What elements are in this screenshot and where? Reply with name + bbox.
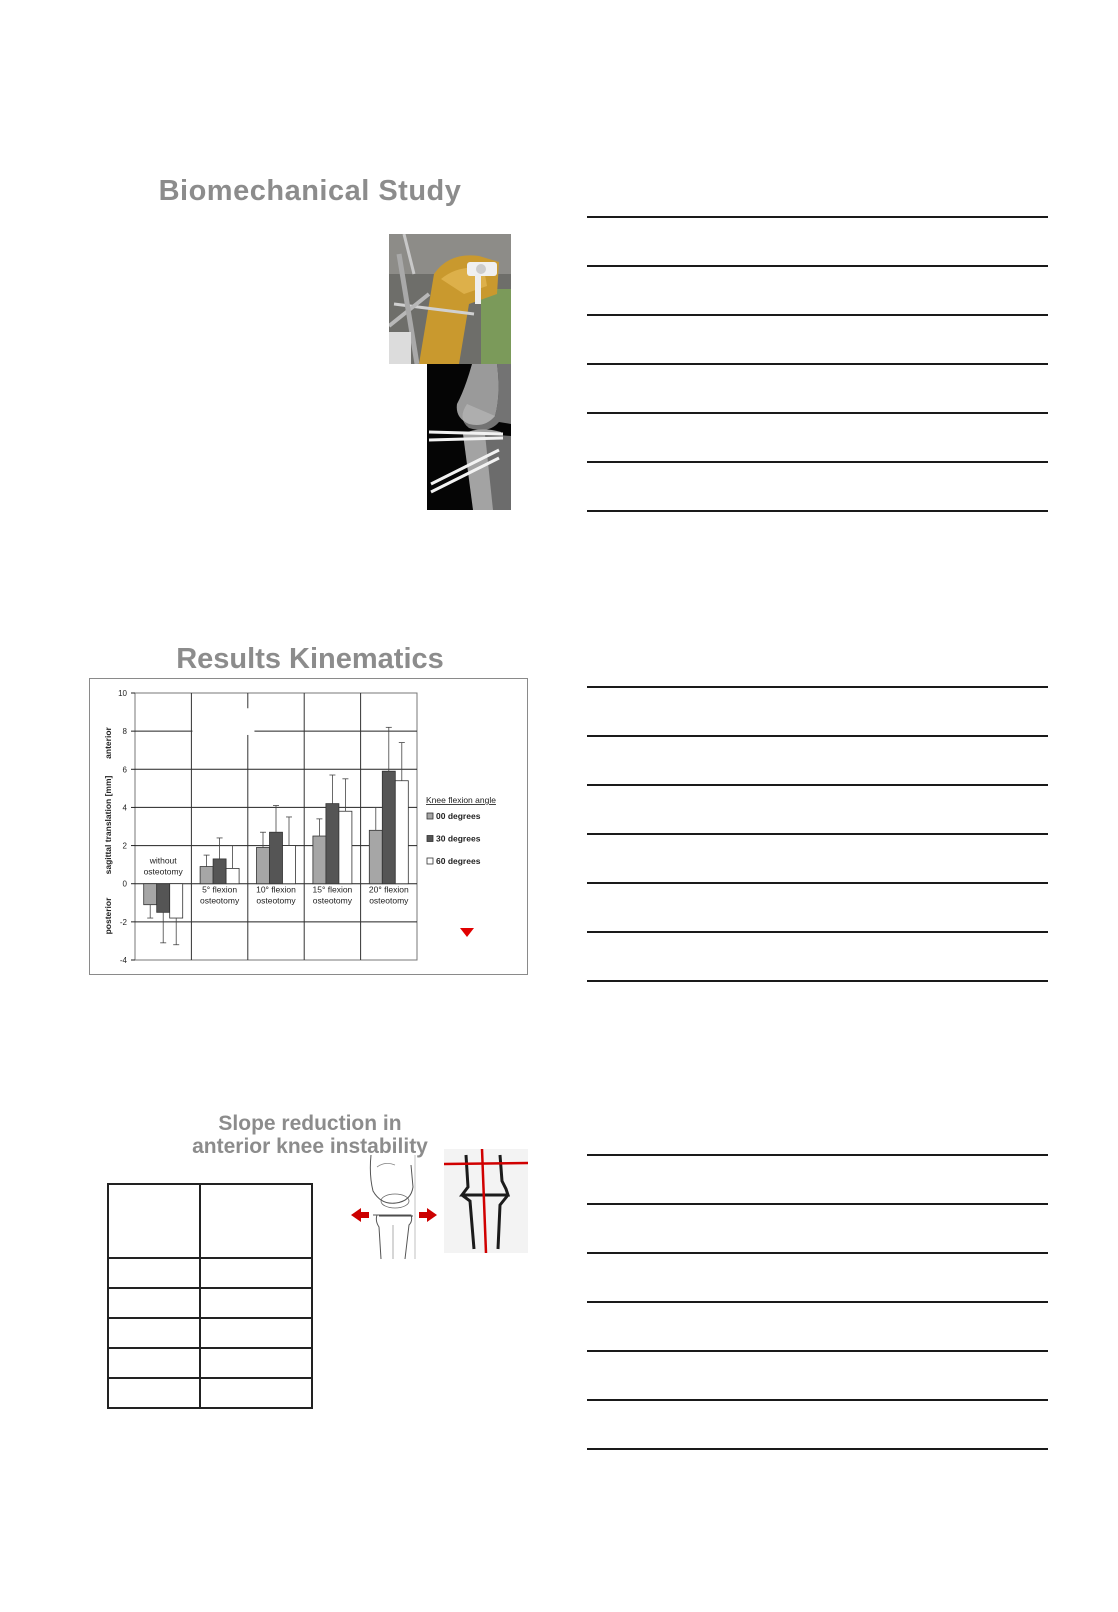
table-row (108, 1184, 312, 1258)
note-line (587, 1301, 1048, 1303)
slide-title-results-kinematics: Results Kinematics (176, 643, 444, 675)
table-cell (200, 1258, 312, 1288)
bar (170, 884, 183, 918)
note-line (587, 265, 1048, 267)
y-tick-label: 6 (122, 765, 127, 775)
note-line (587, 1252, 1048, 1254)
table-row (108, 1258, 312, 1288)
slide-title-biomechanical-study: Biomechanical Study (158, 175, 462, 207)
note-line (587, 1350, 1048, 1352)
note-line (587, 735, 1048, 737)
table-cell (200, 1348, 312, 1378)
bar (213, 859, 226, 884)
bar (369, 830, 382, 883)
y-axis-label-anterior: anterior (103, 727, 113, 759)
note-line (587, 314, 1048, 316)
knee-test-rig-photo (389, 234, 511, 364)
kinematics-bar-chart (89, 678, 528, 975)
table-row (108, 1288, 312, 1318)
table-cell (108, 1318, 200, 1348)
table-cell (200, 1378, 312, 1408)
table-cell (108, 1184, 200, 1258)
bar (339, 811, 352, 883)
note-line (587, 363, 1048, 365)
knee-translation-sketch (351, 1155, 437, 1259)
table-cell (108, 1378, 200, 1408)
legend-swatch (427, 858, 433, 864)
note-line (587, 461, 1048, 463)
category-label: osteotomy (256, 895, 296, 906)
table-cell (200, 1184, 312, 1258)
y-tick-label: -4 (119, 956, 127, 965)
title-line-1: Slope reduction in (218, 1112, 402, 1135)
note-line (587, 833, 1048, 835)
category-label: osteotomy (199, 895, 240, 906)
empty-table (107, 1183, 313, 1409)
bar (395, 781, 408, 884)
note-line (587, 1399, 1048, 1401)
category-label: 10° flexion (256, 884, 296, 895)
note-line (587, 1448, 1048, 1450)
y-tick-label: 4 (122, 803, 127, 813)
title-line-2: anterior knee instability (192, 1135, 428, 1158)
legend-swatch (427, 813, 433, 819)
bar (313, 836, 326, 884)
y-tick-label: 2 (122, 841, 127, 851)
red-triangle-marker (460, 928, 474, 937)
table-cell (108, 1288, 200, 1318)
table-cell (200, 1318, 312, 1348)
bar (157, 884, 170, 913)
note-line (587, 882, 1048, 884)
table-row (108, 1318, 312, 1348)
y-tick-label: 8 (122, 727, 127, 737)
category-label: 5° flexion (202, 884, 238, 895)
category-label: osteotomy (369, 895, 409, 906)
bar (257, 847, 270, 883)
note-line (587, 686, 1048, 688)
note-line (587, 412, 1048, 414)
note-line (587, 216, 1048, 218)
bar (326, 804, 339, 884)
note-line (587, 510, 1048, 512)
y-axis-label-posterior: posterior (103, 897, 113, 935)
note-line (587, 980, 1048, 982)
bar (283, 846, 296, 884)
note-line (587, 1203, 1048, 1205)
y-tick-label: -2 (119, 917, 127, 927)
note-line (587, 1154, 1048, 1156)
note-line (587, 931, 1048, 933)
category-label: 15° flexion (312, 884, 353, 895)
table-cell (200, 1288, 312, 1318)
table-row (108, 1348, 312, 1378)
knee-xray-image (427, 364, 511, 510)
y-tick-label: 0 (122, 879, 127, 889)
tibial-slope-osteotomy-sketch (444, 1149, 528, 1253)
note-line (587, 784, 1048, 786)
y-tick-label: 10 (118, 689, 127, 698)
table-cell (108, 1348, 200, 1378)
category-label: osteotomy (143, 866, 183, 877)
legend-swatch (427, 836, 433, 842)
bar (226, 868, 239, 883)
bar (382, 771, 395, 884)
category-label: without (149, 855, 177, 866)
legend-label: 60 degrees (436, 856, 481, 866)
label-knockout (192, 708, 254, 735)
bar (200, 867, 213, 884)
table-cell (108, 1258, 200, 1288)
legend-label: 30 degrees (436, 833, 481, 844)
bar (144, 884, 157, 905)
bar (270, 832, 283, 883)
category-label: 20° flexion (368, 884, 409, 895)
legend-title: Knee flexion angle (426, 795, 496, 805)
legend-label: 00 degrees (436, 811, 481, 821)
chart-plot (90, 679, 527, 974)
category-label: osteotomy (312, 895, 353, 906)
y-axis-label: sagittal translation [mm] (103, 775, 113, 875)
table-row (108, 1378, 312, 1408)
